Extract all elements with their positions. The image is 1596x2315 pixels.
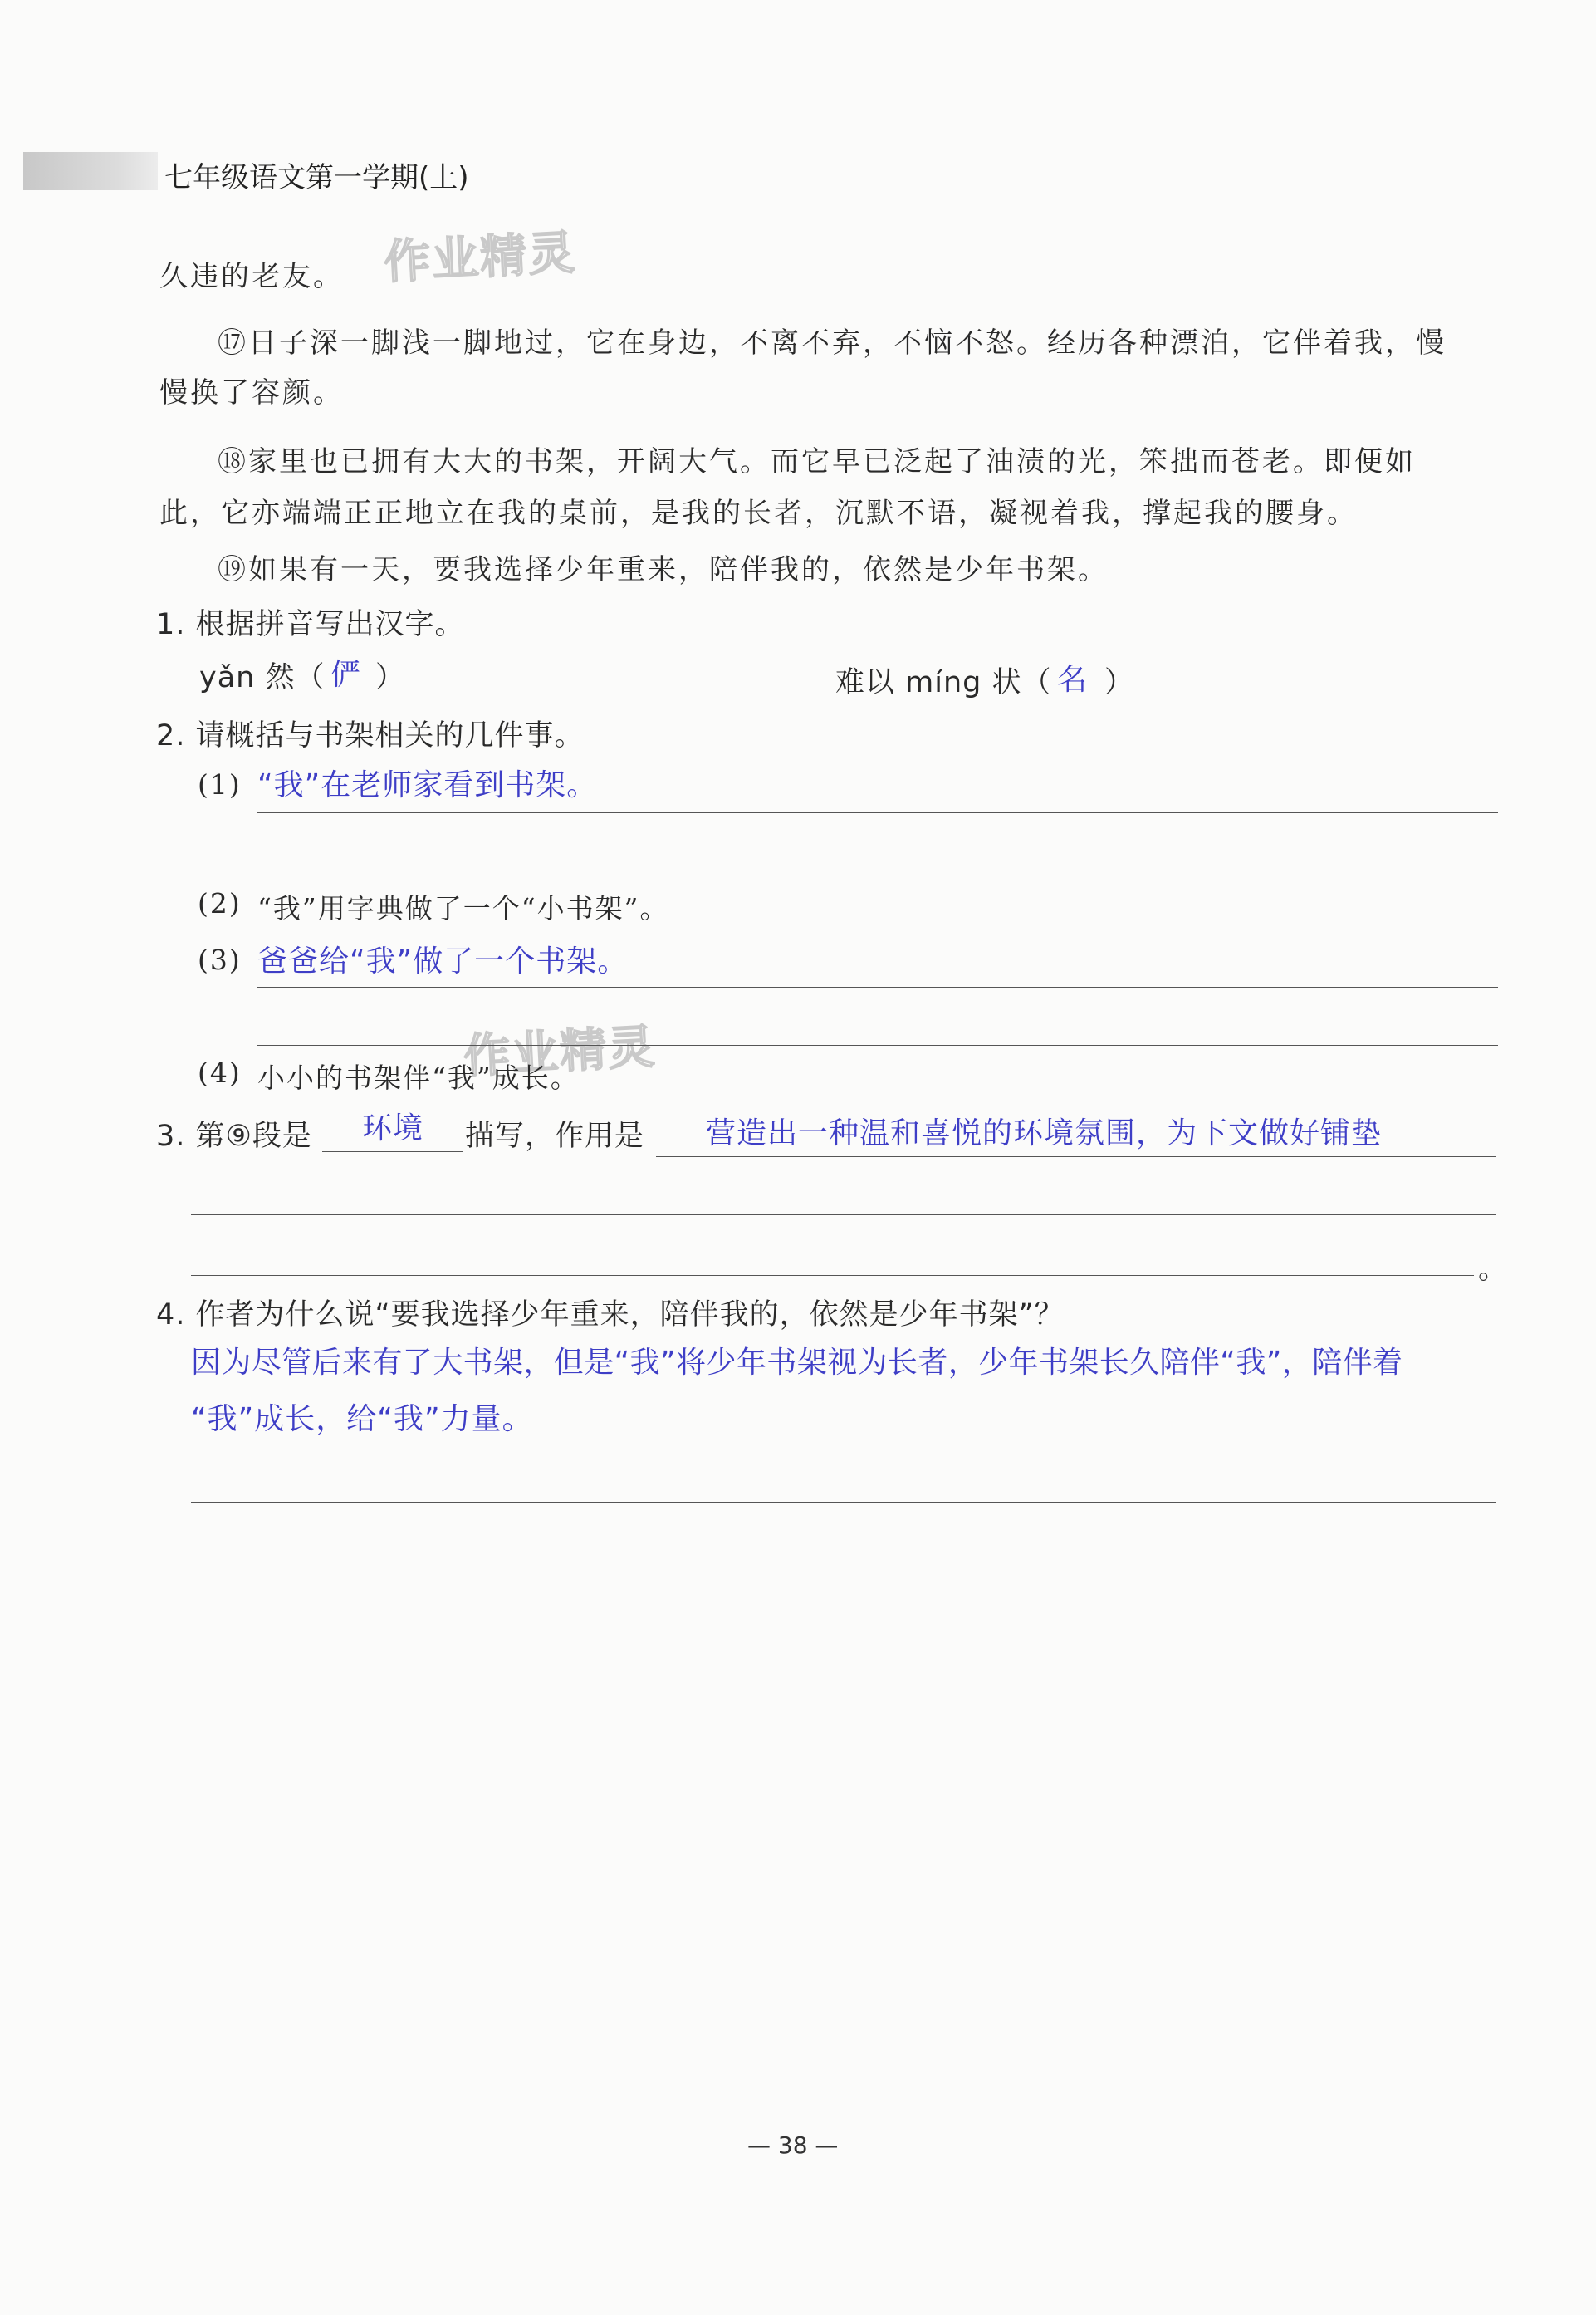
q2-item-number: (4) [198, 1057, 242, 1089]
q3-answer-type: 环境 [362, 1111, 424, 1145]
q2-item-4-text: 小小的书架伴“我”成长。 [257, 1062, 580, 1094]
passage-line: ⑲如果有一天，要我选择少年重来，陪伴我的，依然是少年书架。 [218, 553, 1109, 586]
q1-item1-answer: 俨 [330, 658, 362, 692]
watermark: 作业精灵 [382, 225, 578, 291]
passage-line: ⑱家里也已拥有大大的书架，开阔大气。而它早已泛起了油渍的光，笨拙而苍老。即便如 [218, 445, 1416, 478]
q4-answer-line-1: 因为尽管后来有了大书架，但是“我”将少年书架视为长者，少年书架长久陪伴“我”，陪伴着 [191, 1346, 1403, 1380]
q3-end-mark: 。 [1478, 1253, 1509, 1286]
question-4-label: 4. 作者为什么说“要我选择少年重来，陪伴我的，依然是少年书架”？ [156, 1298, 1065, 1332]
question-3-prefix: 3. 第⑨段是 [156, 1120, 312, 1153]
q2-answer-3: 爸爸给“我”做了一个书架。 [257, 944, 629, 978]
q3-answer-effect: 营造出一种温和喜悦的环境氛围，为下文做好铺垫 [706, 1116, 1383, 1150]
answer-line [257, 812, 1498, 813]
passage-line: 久违的老友。 [159, 260, 344, 293]
page-header-title: 七年级语文第一学期(上) [164, 161, 469, 194]
answer-line [656, 1156, 1496, 1157]
q2-item-2-text: “我”用字典做了一个“小书架”。 [257, 892, 669, 925]
q2-item-number: (3) [198, 944, 242, 976]
question-3-middle: 描写，作用是 [465, 1120, 645, 1153]
answer-line [191, 1214, 1496, 1215]
q2-item-number: (2) [198, 887, 242, 920]
question-1-label: 1. 根据拼音写出汉字。 [156, 608, 465, 641]
passage-line: 此，它亦端端正正地立在我的桌前，是我的长者，沉默不语，凝视着我，撑起我的腰身。 [159, 497, 1358, 530]
q1-item2-suffix: ） [1104, 666, 1135, 699]
passage-line: 慢换了容颜。 [159, 376, 344, 410]
q1-item2-answer: 名 [1057, 663, 1089, 697]
answer-line [191, 1502, 1496, 1503]
q4-answer-line-2: “我”成长，给“我”力量。 [191, 1402, 533, 1436]
passage-line: ⑰日子深一脚浅一脚地过，它在身边，不离不弃，不恼不怒。经历各种漂泊，它伴着我，慢 [218, 326, 1447, 360]
answer-line [257, 1045, 1498, 1046]
q2-item-number: (1) [198, 768, 242, 801]
q1-item1-suffix: ） [375, 661, 406, 694]
page-number: — 38 — [747, 2131, 839, 2159]
q1-item1-prefix: yǎn 然（ [199, 661, 326, 694]
question-2-label: 2. 请概括与书架相关的几件事。 [156, 719, 585, 753]
answer-blank [322, 1151, 463, 1152]
q2-answer-1: “我”在老师家看到书架。 [257, 768, 598, 802]
answer-line [257, 987, 1498, 988]
watermark: 作业精灵 [462, 1019, 658, 1085]
header-decoration-bar [23, 152, 158, 190]
answer-line [191, 1275, 1474, 1276]
q1-item2-prefix: 难以 míng 状（ [835, 666, 1052, 699]
